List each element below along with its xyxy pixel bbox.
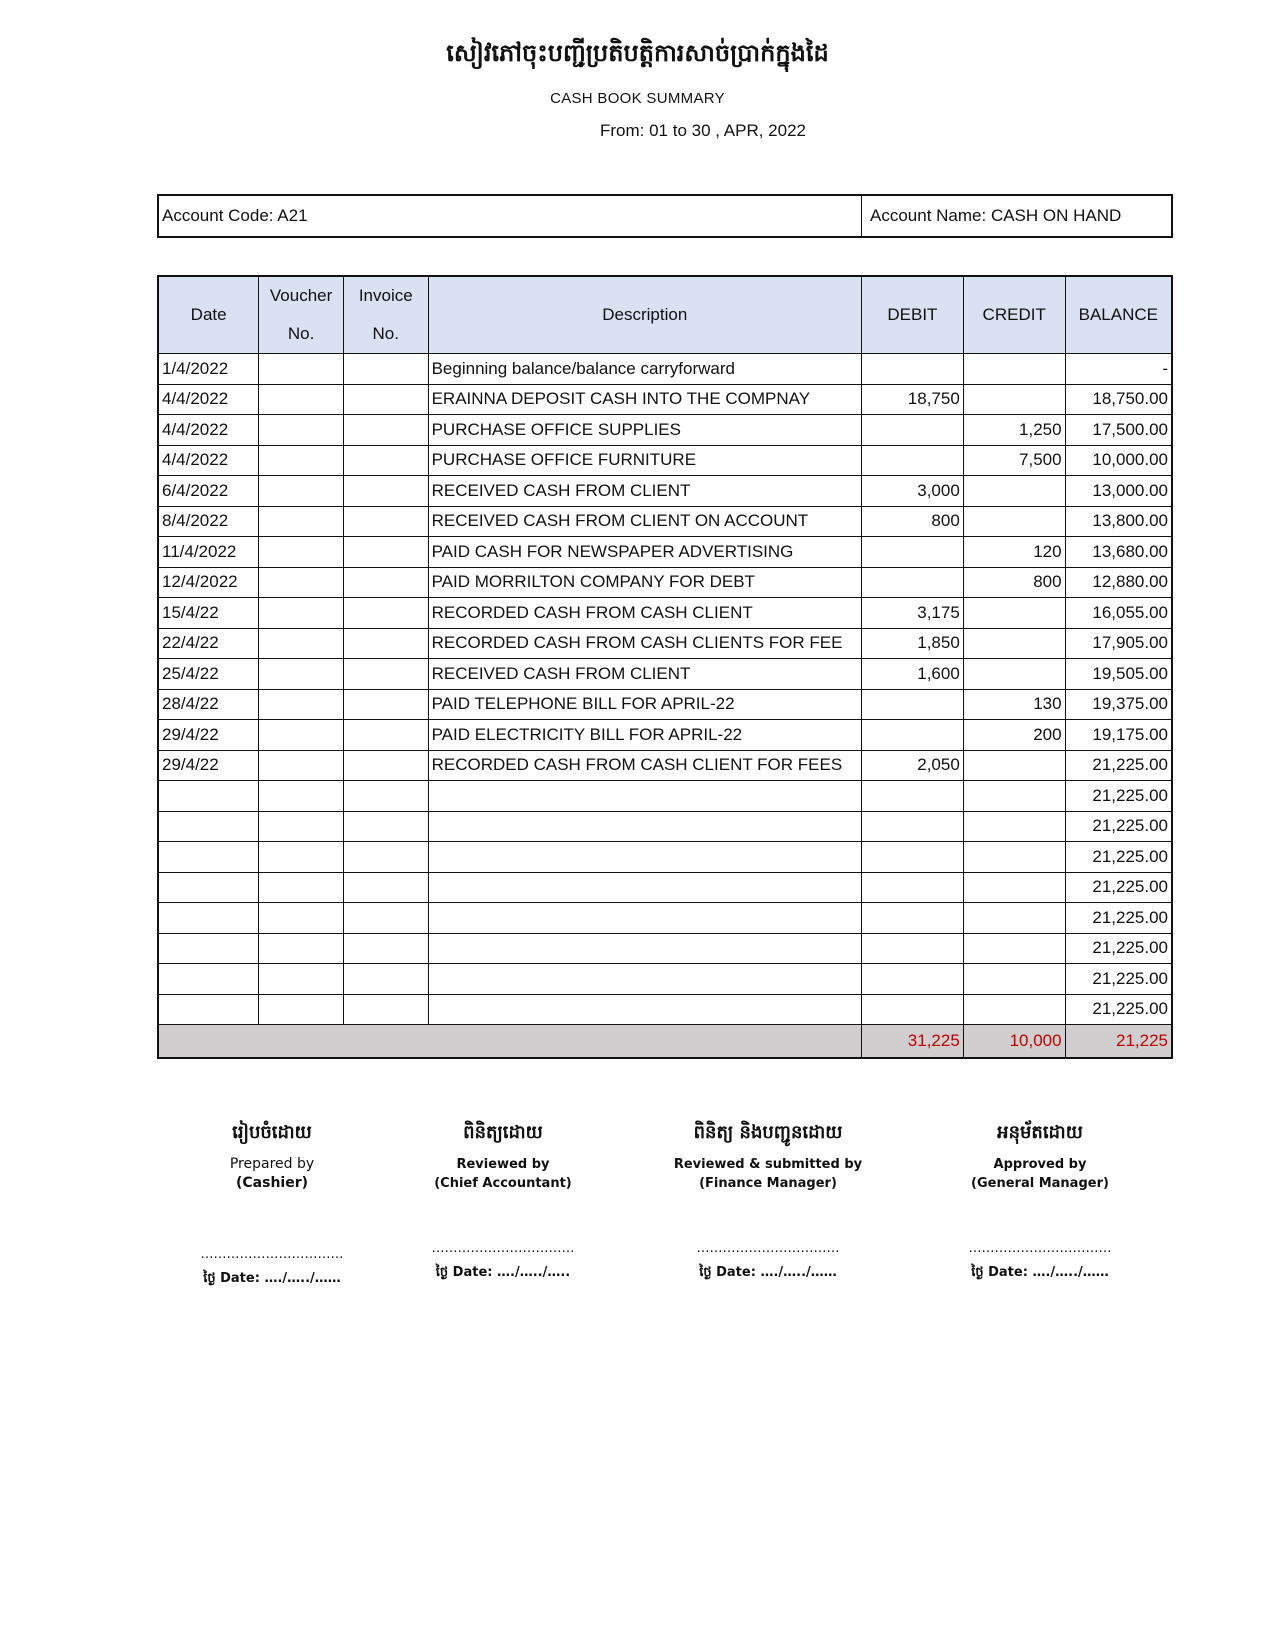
cell-balance: 21,225.00 <box>1065 781 1172 812</box>
cell-invoice-no <box>343 445 428 476</box>
cell-voucher-no <box>259 567 344 598</box>
cell-debit: 3,000 <box>862 476 964 507</box>
cell-balance: 17,500.00 <box>1065 415 1172 446</box>
cell-balance: 12,880.00 <box>1065 567 1172 598</box>
cell-credit: 1,250 <box>963 415 1065 446</box>
cell-voucher-no <box>259 384 344 415</box>
cell-invoice-no <box>343 720 428 751</box>
table-row <box>158 659 1172 690</box>
cell-date: 1/4/2022 <box>158 354 259 385</box>
cell-balance: 19,375.00 <box>1065 689 1172 720</box>
cash-book-table <box>157 275 1173 1059</box>
header-description: Description <box>428 276 861 354</box>
cell-description <box>428 933 861 964</box>
cell-debit: 3,175 <box>862 598 964 629</box>
prepared-label-khmer: រៀបចំដោយ <box>232 1122 312 1143</box>
cell-invoice-no <box>343 842 428 873</box>
cell-debit <box>862 964 964 995</box>
table-row <box>158 628 1172 659</box>
table-row <box>158 781 1172 812</box>
cell-date: 4/4/2022 <box>158 445 259 476</box>
cell-invoice-no <box>343 933 428 964</box>
cell-debit <box>862 354 964 385</box>
cell-voucher-no <box>259 628 344 659</box>
cell-debit: 1,850 <box>862 628 964 659</box>
cell-balance: 13,800.00 <box>1065 506 1172 537</box>
signature-approved <box>930 1120 1150 1283</box>
signature-submitted <box>648 1120 888 1283</box>
reviewed-date: ថ្ងៃ Date: …./…../….. <box>435 1265 571 1280</box>
cell-voucher-no <box>259 872 344 903</box>
reviewed-label-khmer: ពិនិត្យដោយ <box>463 1122 543 1143</box>
submitted-title: (Finance Manager) <box>699 1176 837 1191</box>
cell-credit: 800 <box>963 567 1065 598</box>
cell-description: PAID TELEPHONE BILL FOR APRIL-22 <box>428 689 861 720</box>
cell-debit <box>862 689 964 720</box>
table-body <box>158 354 1172 1025</box>
cell-invoice-no <box>343 476 428 507</box>
cell-credit: 200 <box>963 720 1065 751</box>
table-row <box>158 476 1172 507</box>
cell-balance: 21,225.00 <box>1065 903 1172 934</box>
cell-balance: 18,750.00 <box>1065 384 1172 415</box>
cell-invoice-no <box>343 628 428 659</box>
table-row <box>158 903 1172 934</box>
cell-voucher-no <box>259 415 344 446</box>
cell-voucher-no <box>259 537 344 568</box>
cell-invoice-no <box>343 689 428 720</box>
cell-debit <box>862 720 964 751</box>
cell-date: 29/4/22 <box>158 750 259 781</box>
submitted-role <box>648 1155 888 1193</box>
cell-balance: - <box>1065 354 1172 385</box>
prepared-role <box>162 1155 382 1193</box>
cell-description: RECORDED CASH FROM CASH CLIENTS FOR FEE <box>428 628 861 659</box>
cell-description <box>428 781 861 812</box>
account-info-box <box>157 194 1173 238</box>
reviewed-role <box>393 1155 613 1193</box>
table-row <box>158 872 1172 903</box>
cell-balance: 10,000.00 <box>1065 445 1172 476</box>
prepared-title: (Cashier) <box>235 1175 309 1191</box>
cell-credit <box>963 811 1065 842</box>
cell-debit <box>862 842 964 873</box>
cell-description: RECEIVED CASH FROM CLIENT ON ACCOUNT <box>428 506 861 537</box>
cell-description: PURCHASE OFFICE FURNITURE <box>428 445 861 476</box>
header-voucher-line2: No. <box>287 324 315 343</box>
cell-debit <box>862 872 964 903</box>
cell-voucher-no <box>259 720 344 751</box>
prepared-date: ថ្ងៃ Date: …./…../…… <box>203 1271 341 1286</box>
table-header-row <box>158 276 1172 354</box>
cell-date: 22/4/22 <box>158 628 259 659</box>
table-row <box>158 842 1172 873</box>
cell-date <box>158 811 259 842</box>
table-row <box>158 567 1172 598</box>
cell-balance: 21,225.00 <box>1065 811 1172 842</box>
cell-date: 25/4/22 <box>158 659 259 690</box>
cell-description: Beginning balance/balance carryforward <box>428 354 861 385</box>
cell-invoice-no <box>343 811 428 842</box>
cell-balance: 21,225.00 <box>1065 994 1172 1025</box>
cell-balance: 21,225.00 <box>1065 750 1172 781</box>
approved-role <box>930 1155 1150 1193</box>
cell-debit: 800 <box>862 506 964 537</box>
cell-voucher-no <box>259 354 344 385</box>
cell-description: RECEIVED CASH FROM CLIENT <box>428 476 861 507</box>
total-debit: 31,225 <box>862 1025 964 1059</box>
cell-voucher-no <box>259 994 344 1025</box>
cell-debit: 1,600 <box>862 659 964 690</box>
header-voucher-no <box>259 276 344 354</box>
table-row <box>158 720 1172 751</box>
cell-voucher-no <box>259 750 344 781</box>
cell-credit <box>963 506 1065 537</box>
table-row <box>158 354 1172 385</box>
reviewed-title: (Chief Accountant) <box>434 1176 572 1191</box>
table-row <box>158 689 1172 720</box>
cell-voucher-no <box>259 445 344 476</box>
cell-debit <box>862 781 964 812</box>
header-balance: BALANCE <box>1065 276 1172 354</box>
cell-voucher-no <box>259 842 344 873</box>
cell-balance: 17,905.00 <box>1065 628 1172 659</box>
cell-voucher-no <box>259 689 344 720</box>
cell-date: 12/4/2022 <box>158 567 259 598</box>
cell-description <box>428 842 861 873</box>
document-title: CASH BOOK SUMMARY <box>550 90 725 107</box>
table-row <box>158 933 1172 964</box>
cell-credit <box>963 964 1065 995</box>
approved-title: (General Manager) <box>971 1176 1109 1191</box>
cell-voucher-no <box>259 903 344 934</box>
cell-invoice-no <box>343 384 428 415</box>
cell-invoice-no <box>343 994 428 1025</box>
cell-date: 29/4/22 <box>158 720 259 751</box>
document-title-khmer: សៀវភៅចុះបញ្ជីប្រតិបត្តិការសាច់ប្រាក់ក្នុងដៃ <box>446 39 829 67</box>
cell-balance: 13,680.00 <box>1065 537 1172 568</box>
cell-credit <box>963 842 1065 873</box>
totals-row <box>158 1025 1172 1059</box>
cell-description: PAID ELECTRICITY BILL FOR APRIL-22 <box>428 720 861 751</box>
cell-balance: 21,225.00 <box>1065 964 1172 995</box>
cell-debit <box>862 933 964 964</box>
cell-date <box>158 964 259 995</box>
total-balance: 21,225 <box>1065 1025 1172 1059</box>
cell-credit <box>963 384 1065 415</box>
reviewed-by-text: Reviewed by <box>456 1157 550 1172</box>
cell-debit <box>862 445 964 476</box>
totals-label-cell <box>158 1025 862 1059</box>
header-date: Date <box>158 276 259 354</box>
cell-credit: 7,500 <box>963 445 1065 476</box>
table-row <box>158 598 1172 629</box>
cell-date: 28/4/22 <box>158 689 259 720</box>
cell-voucher-no <box>259 659 344 690</box>
cell-date: 6/4/2022 <box>158 476 259 507</box>
cell-invoice-no <box>343 415 428 446</box>
cell-credit: 130 <box>963 689 1065 720</box>
cell-credit <box>963 933 1065 964</box>
cell-debit <box>862 537 964 568</box>
cell-balance: 21,225.00 <box>1065 933 1172 964</box>
submitted-by-text: Reviewed & submitted by <box>673 1157 863 1172</box>
cell-date <box>158 933 259 964</box>
cell-voucher-no <box>259 964 344 995</box>
cell-debit: 18,750 <box>862 384 964 415</box>
cell-description: RECORDED CASH FROM CASH CLIENT FOR FEES <box>428 750 861 781</box>
approved-date: ថ្ងៃ Date: …./…../…… <box>971 1265 1109 1280</box>
submitted-date: ថ្ងៃ Date: …./…../…… <box>699 1265 837 1280</box>
cell-description <box>428 994 861 1025</box>
total-credit: 10,000 <box>963 1025 1065 1059</box>
cell-invoice-no <box>343 537 428 568</box>
cell-description <box>428 903 861 934</box>
cell-credit <box>963 994 1065 1025</box>
cell-balance: 21,225.00 <box>1065 872 1172 903</box>
header-invoice-line1: Invoice <box>358 286 413 305</box>
table-row <box>158 994 1172 1025</box>
approved-label-khmer: អនុម័តដោយ <box>997 1122 1083 1143</box>
cell-balance: 13,000.00 <box>1065 476 1172 507</box>
cell-description: PAID MORRILTON COMPANY FOR DEBT <box>428 567 861 598</box>
cell-voucher-no <box>259 476 344 507</box>
table-row <box>158 384 1172 415</box>
account-name: Account Name: CASH ON HAND <box>870 206 1122 225</box>
signature-reviewed <box>393 1120 613 1283</box>
cell-invoice-no <box>343 659 428 690</box>
cell-date <box>158 781 259 812</box>
cell-voucher-no <box>259 933 344 964</box>
table-row <box>158 506 1172 537</box>
cell-debit <box>862 415 964 446</box>
cell-credit <box>963 872 1065 903</box>
cell-date: 11/4/2022 <box>158 537 259 568</box>
header-credit: CREDIT <box>963 276 1065 354</box>
cell-description <box>428 964 861 995</box>
approved-signature-line: …………………………… <box>968 1241 1112 1256</box>
cell-date: 4/4/2022 <box>158 384 259 415</box>
cell-balance: 19,175.00 <box>1065 720 1172 751</box>
cell-date <box>158 872 259 903</box>
table-row <box>158 964 1172 995</box>
cell-credit <box>963 781 1065 812</box>
cell-credit <box>963 598 1065 629</box>
cell-invoice-no <box>343 598 428 629</box>
reviewed-signature-line: …………………………… <box>431 1241 575 1256</box>
cell-credit <box>963 903 1065 934</box>
table-row <box>158 445 1172 476</box>
header-invoice-line2: No. <box>372 324 399 343</box>
cell-date <box>158 903 259 934</box>
header-invoice-no <box>343 276 428 354</box>
cell-description: PAID CASH FOR NEWSPAPER ADVERTISING <box>428 537 861 568</box>
cell-invoice-no <box>343 781 428 812</box>
cell-credit <box>963 750 1065 781</box>
submitted-signature-line: …………………………… <box>696 1241 840 1256</box>
cell-date <box>158 994 259 1025</box>
cell-credit: 120 <box>963 537 1065 568</box>
cell-debit <box>862 903 964 934</box>
cell-invoice-no <box>343 903 428 934</box>
cell-debit <box>862 811 964 842</box>
cell-voucher-no <box>259 506 344 537</box>
header-debit: DEBIT <box>862 276 964 354</box>
cell-debit <box>862 994 964 1025</box>
cell-voucher-no <box>259 598 344 629</box>
table-row <box>158 811 1172 842</box>
cell-balance: 19,505.00 <box>1065 659 1172 690</box>
cell-invoice-no <box>343 567 428 598</box>
cell-credit <box>963 628 1065 659</box>
cell-invoice-no <box>343 872 428 903</box>
cell-date: 15/4/22 <box>158 598 259 629</box>
prepared-by-text: Prepared by <box>229 1156 315 1172</box>
account-code: Account Code: A21 <box>159 196 862 236</box>
cell-invoice-no <box>343 354 428 385</box>
cell-invoice-no <box>343 750 428 781</box>
report-period: From: 01 to 30 , APR, 2022 <box>600 121 807 140</box>
cell-credit <box>963 354 1065 385</box>
cell-date <box>158 842 259 873</box>
cell-voucher-no <box>259 811 344 842</box>
cell-description: RECEIVED CASH FROM CLIENT <box>428 659 861 690</box>
cell-debit <box>862 567 964 598</box>
prepared-signature-line: …………………………… <box>200 1247 344 1262</box>
cell-balance: 21,225.00 <box>1065 842 1172 873</box>
cell-description: RECORDED CASH FROM CASH CLIENT <box>428 598 861 629</box>
submitted-label-khmer: ពិនិត្យ និងបញ្ជូនដោយ <box>693 1122 843 1143</box>
table-row <box>158 415 1172 446</box>
cell-balance: 16,055.00 <box>1065 598 1172 629</box>
cell-invoice-no <box>343 964 428 995</box>
table-row <box>158 750 1172 781</box>
cell-date: 8/4/2022 <box>158 506 259 537</box>
approved-by-text: Approved by <box>993 1157 1087 1172</box>
cell-voucher-no <box>259 781 344 812</box>
cell-description <box>428 872 861 903</box>
signature-prepared <box>162 1120 382 1289</box>
table-row <box>158 537 1172 568</box>
cell-debit: 2,050 <box>862 750 964 781</box>
cell-description: PURCHASE OFFICE SUPPLIES <box>428 415 861 446</box>
cell-credit <box>963 476 1065 507</box>
cell-credit <box>963 659 1065 690</box>
cell-description: ERAINNA DEPOSIT CASH INTO THE COMPNAY <box>428 384 861 415</box>
cell-date: 4/4/2022 <box>158 415 259 446</box>
cell-invoice-no <box>343 506 428 537</box>
cell-description <box>428 811 861 842</box>
header-voucher-line1: Voucher <box>269 286 333 305</box>
